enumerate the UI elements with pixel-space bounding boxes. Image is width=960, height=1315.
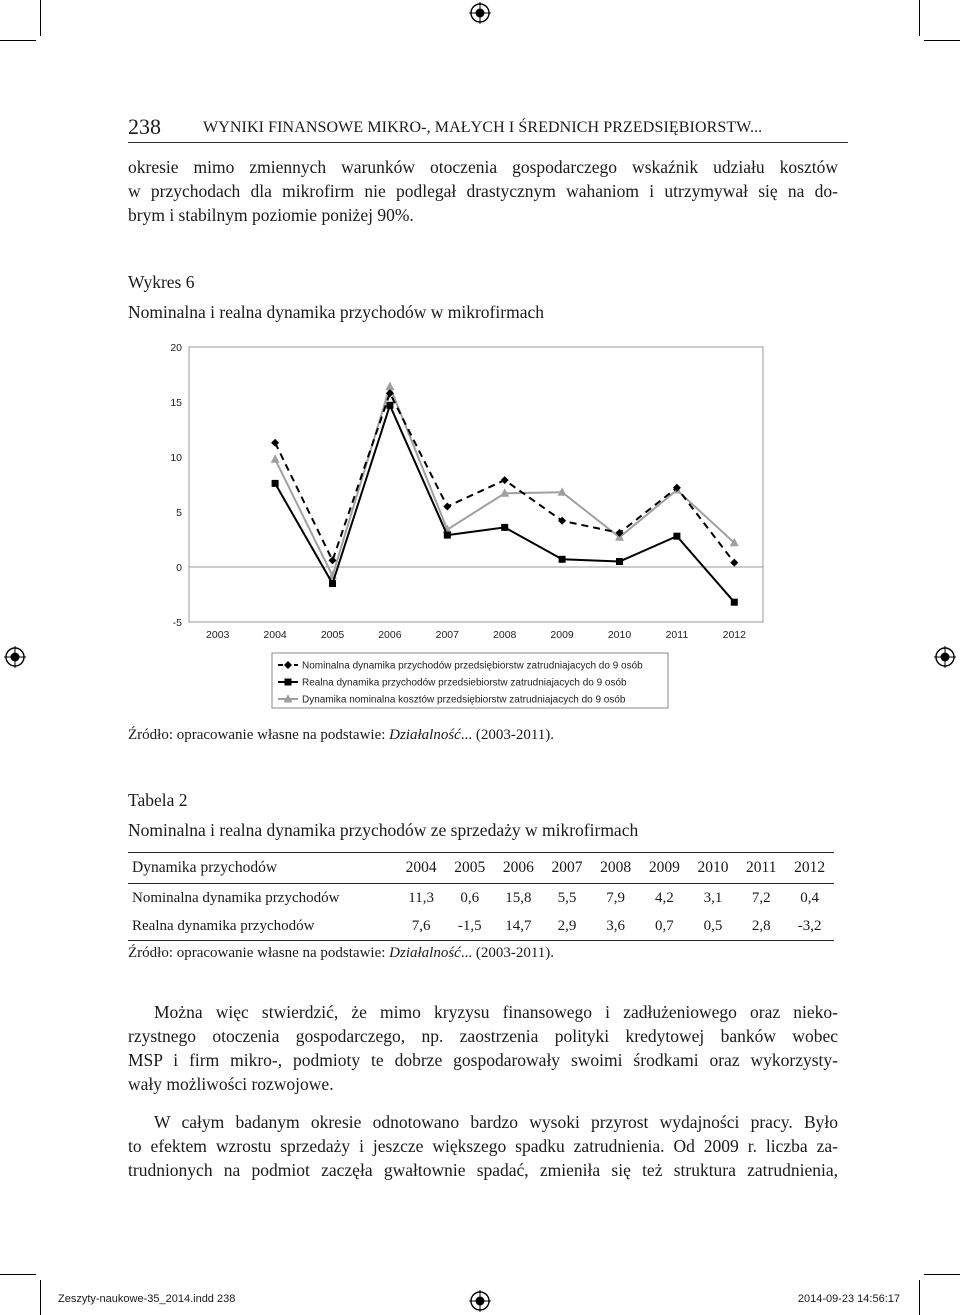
table-source [128, 945, 554, 962]
table-cell: 14,7 [505, 917, 532, 934]
source-prefix: Źródło: opracowanie własne na podstawie: [128, 727, 390, 743]
table-cell: 3,1 [703, 889, 723, 906]
x-tick-label: 2012 [722, 629, 746, 641]
square-marker [285, 679, 292, 686]
square-marker [501, 524, 508, 531]
source-suffix: ... (2003-2011). [460, 727, 555, 743]
crop-mark-top-right [924, 40, 960, 41]
crop-mark-bottom-left [0, 1274, 36, 1275]
legend-item [278, 678, 627, 689]
slug-timestamp: 2014-09-23 14:56:17 [797, 1293, 900, 1305]
square-marker [272, 480, 279, 487]
table-cell: Nominalna dynamika przychodów [132, 889, 340, 906]
triangle-marker [271, 454, 280, 463]
series-layer [271, 382, 739, 606]
column-header: Dynamika przychodów [132, 859, 278, 876]
text-line: brym i stabilnym poziomie poniżej 90%. [128, 205, 414, 225]
y-tick-label: 10 [170, 452, 182, 464]
triangle-marker [385, 382, 394, 391]
square-marker [386, 402, 393, 409]
square-marker [731, 599, 738, 606]
table-cell: 7,9 [606, 889, 626, 906]
figure-source [128, 727, 554, 744]
table-cell: Realna dynamika przychodów [132, 917, 315, 934]
table-cell: 15,8 [505, 889, 532, 906]
registration-mark-icon [4, 646, 26, 668]
diamond-marker [730, 559, 738, 567]
source-title: Działalność [389, 727, 461, 743]
text-line: MSP i firm mikro-, podmioty te dobrze gospodarowały swoimi środkami oraz wykorzysty- [128, 1050, 838, 1070]
crop-mark-top-right [919, 0, 920, 36]
source-suffix: ... (2003-2011). [460, 945, 555, 961]
column-header: 2010 [697, 859, 729, 876]
data-table [128, 852, 834, 941]
x-tick-label: 2004 [263, 629, 287, 641]
crop-mark-bottom-left [40, 1280, 41, 1315]
table-cell: 0,7 [654, 917, 674, 934]
table-cell: 0,5 [703, 917, 723, 934]
table-cell: 11,3 [408, 889, 434, 906]
legend-label: Nominalna dynamika przychodów przedsiębiorstw zatrudniajacych do 9 osób [302, 660, 643, 672]
series-line [275, 405, 734, 602]
diamond-marker [443, 503, 451, 511]
text-line: rzystnego otoczenia gospodarczego, np. zaostrzenia polityki kredytowej banków wobec [128, 1026, 838, 1046]
table-title: Nominalna i realna dynamika przychodów ze sprzedaży w mikrofirmach [128, 820, 639, 840]
table-cell: -1,5 [457, 917, 482, 934]
figure-label: Wykres 6 [128, 272, 195, 292]
column-header: 2004 [405, 859, 437, 876]
x-tick-label: 2007 [435, 629, 459, 641]
crop-mark-top-left [0, 40, 36, 41]
x-tick-label: 2008 [493, 629, 517, 641]
table-row [128, 884, 834, 913]
table-cell: 4,2 [654, 889, 674, 906]
y-tick-label: 0 [176, 562, 182, 574]
page-number: 238 [128, 114, 161, 139]
text-line: w przychodach dla mikrofirm nie podlegał drastycznym wahaniom i utrzymywał się na do- [128, 181, 838, 201]
column-header: 2008 [600, 859, 632, 876]
registration-mark-icon [469, 2, 491, 24]
x-tick-label: 2005 [320, 629, 345, 641]
column-header: 2009 [648, 859, 680, 876]
column-header: 2007 [551, 859, 583, 876]
square-marker [559, 556, 566, 563]
table-cell: 3,6 [606, 917, 626, 934]
column-header: 2011 [746, 859, 777, 876]
y-tick-label: 20 [170, 342, 182, 354]
table-cell: 0,4 [800, 889, 819, 906]
crop-mark-bottom-right [919, 1280, 920, 1315]
source-prefix: Źródło: opracowanie własne na podstawie: [128, 945, 390, 961]
x-tick-label: 2006 [378, 629, 402, 641]
column-header: 2012 [794, 859, 826, 876]
y-tick-label: 5 [176, 507, 182, 519]
y-tick-label: -5 [172, 617, 182, 629]
table-cell: 7,6 [411, 917, 431, 934]
text-line: W całym badanym okresie odnotowano bardzo wysoki przyrost wydajności pracy. Było [154, 1112, 838, 1132]
legend [272, 653, 668, 708]
running-title: WYNIKI FINANSOWE MIKRO-, MAŁYCH I ŚREDNICH PRZEDSIĘBIORSTW... [203, 119, 763, 136]
source-title: Działalność [389, 945, 461, 961]
x-tick-label: 2011 [665, 629, 689, 641]
line-chart [150, 335, 800, 715]
running-header [128, 114, 848, 144]
legend-label: Realna dynamika przychodów przedsiebiorstw zatrudniajacych do 9 osób [302, 677, 627, 689]
legend-item [278, 661, 643, 672]
y-tick-label: 15 [170, 397, 182, 409]
square-marker [616, 558, 623, 565]
body-paragraph [128, 1110, 838, 1182]
column-header: 2005 [454, 859, 486, 876]
table-cell: 5,5 [557, 889, 577, 906]
table-cell: 2,8 [751, 917, 771, 934]
legend-label: Dynamika nominalna kosztów przedsiębiorstw zatrudniajacych do 9 osób [302, 694, 626, 706]
x-tick-labels [206, 629, 746, 641]
text-line: Można więc stwierdzić, że mimo kryzysu finansowego i zadłużeniowego oraz nieko- [154, 1002, 838, 1022]
text-line: okresie mimo zmiennych warunków otoczenia gospodarczego wskaźnik udziału kosztów [128, 157, 838, 177]
body-paragraph [128, 1000, 838, 1096]
x-tick-label: 2009 [550, 629, 574, 641]
square-marker [673, 533, 680, 540]
table-row [128, 912, 834, 941]
square-marker [329, 580, 336, 587]
diamond-marker [271, 439, 279, 447]
text-line: wały możliwości rozwojowe. [128, 1074, 334, 1094]
table-cell: 0,6 [460, 889, 480, 906]
diamond-marker [501, 476, 509, 484]
registration-mark-icon [469, 1290, 491, 1312]
series-2 [272, 402, 738, 606]
slug-file-info: Zeszyty-naukowe-35_2014.indd 238 [58, 1293, 236, 1305]
table-cell: 2,9 [557, 917, 577, 934]
x-tick-label: 2003 [206, 629, 230, 641]
table-cell: -3,2 [797, 917, 822, 934]
registration-mark-icon [934, 646, 956, 668]
header-rule [128, 142, 848, 143]
crop-mark-bottom-right [924, 1274, 960, 1275]
legend-item [278, 694, 626, 706]
table-cell: 7,2 [751, 889, 771, 906]
intro-paragraph [128, 155, 838, 227]
table-label: Tabela 2 [128, 790, 188, 810]
text-line: to efektem wzrostu sprzedaży i jeszcze większego spadku zatrudnienia. Od 2009 r. liczba za- [128, 1136, 838, 1156]
x-tick-label: 2010 [607, 629, 632, 641]
table-header-row [128, 853, 834, 884]
crop-mark-top-left [40, 0, 41, 36]
text-line: trudnionych na podmiot zaczęła gwałtownie spadać, zmieniła się też struktura zatrudnienia, [128, 1160, 838, 1180]
square-marker [444, 532, 451, 539]
figure-title: Nominalna i realna dynamika przychodów w mikrofirmach [128, 302, 544, 322]
column-header: 2006 [502, 859, 534, 876]
y-tick-labels [170, 342, 182, 629]
